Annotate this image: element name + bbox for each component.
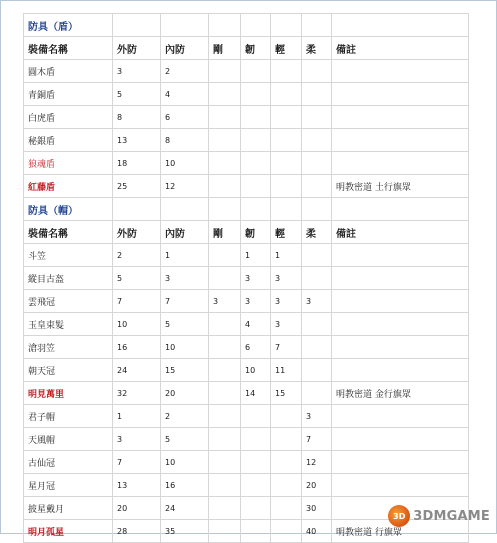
stat-cell: 28 bbox=[113, 520, 161, 543]
table-row bbox=[24, 83, 469, 106]
stat-cell bbox=[271, 152, 302, 175]
column-header: 韌 bbox=[241, 37, 271, 60]
stat-cell bbox=[302, 267, 332, 290]
note-cell bbox=[332, 152, 469, 175]
column-header: 剛 bbox=[209, 221, 241, 244]
table-row bbox=[24, 382, 469, 405]
stat-cell: 40 bbox=[302, 520, 332, 543]
empty-cell bbox=[209, 198, 241, 221]
stat-cell: 18 bbox=[113, 152, 161, 175]
stat-cell bbox=[241, 83, 271, 106]
item-name: 星月冠 bbox=[24, 474, 113, 497]
note-cell bbox=[332, 244, 469, 267]
stat-cell bbox=[209, 405, 241, 428]
column-header: 外防 bbox=[113, 221, 161, 244]
table-row bbox=[24, 60, 469, 83]
note-cell bbox=[332, 267, 469, 290]
stat-cell bbox=[241, 175, 271, 198]
table-row bbox=[24, 474, 469, 497]
stat-cell: 3 bbox=[271, 290, 302, 313]
stat-cell: 6 bbox=[241, 336, 271, 359]
stat-cell: 13 bbox=[113, 474, 161, 497]
stat-cell: 10 bbox=[241, 359, 271, 382]
stat-cell bbox=[209, 313, 241, 336]
table-row bbox=[24, 175, 469, 198]
stat-cell: 20 bbox=[161, 382, 209, 405]
column-header: 剛 bbox=[209, 37, 241, 60]
column-header: 內防 bbox=[161, 221, 209, 244]
column-header: 輕 bbox=[271, 221, 302, 244]
column-header: 柔 bbox=[302, 221, 332, 244]
stat-cell bbox=[209, 83, 241, 106]
stat-cell: 3 bbox=[209, 290, 241, 313]
note-cell bbox=[332, 83, 469, 106]
stat-cell: 11 bbox=[271, 359, 302, 382]
stat-cell: 4 bbox=[161, 83, 209, 106]
stat-cell bbox=[209, 106, 241, 129]
stat-cell: 3 bbox=[161, 267, 209, 290]
stat-cell bbox=[209, 244, 241, 267]
item-name: 白虎盾 bbox=[24, 106, 113, 129]
empty-cell bbox=[271, 198, 302, 221]
column-header: 備註 bbox=[332, 221, 469, 244]
stat-cell bbox=[241, 129, 271, 152]
note-cell bbox=[332, 474, 469, 497]
stat-cell bbox=[302, 152, 332, 175]
stat-cell: 35 bbox=[161, 520, 209, 543]
stat-cell bbox=[209, 152, 241, 175]
header-row bbox=[24, 37, 469, 60]
stat-cell: 4 bbox=[241, 313, 271, 336]
header-row bbox=[24, 221, 469, 244]
item-name: 明見萬里 bbox=[24, 382, 113, 405]
item-name: 青銅盾 bbox=[24, 83, 113, 106]
stat-cell bbox=[271, 520, 302, 543]
table-row bbox=[24, 336, 469, 359]
stat-cell bbox=[209, 129, 241, 152]
stat-cell: 5 bbox=[113, 267, 161, 290]
stat-cell bbox=[209, 497, 241, 520]
empty-cell bbox=[241, 198, 271, 221]
note-cell bbox=[332, 451, 469, 474]
stat-cell: 10 bbox=[113, 313, 161, 336]
stat-cell bbox=[302, 175, 332, 198]
empty-cell bbox=[161, 14, 209, 37]
stat-cell: 3 bbox=[113, 60, 161, 83]
stat-cell: 7 bbox=[113, 290, 161, 313]
stat-cell: 16 bbox=[161, 474, 209, 497]
stat-cell bbox=[209, 428, 241, 451]
stat-cell: 3 bbox=[241, 267, 271, 290]
stat-cell bbox=[241, 106, 271, 129]
stat-cell bbox=[271, 474, 302, 497]
empty-cell bbox=[302, 14, 332, 37]
column-header: 內防 bbox=[161, 37, 209, 60]
stat-cell: 3 bbox=[271, 313, 302, 336]
stat-cell bbox=[302, 106, 332, 129]
item-name: 君子帽 bbox=[24, 405, 113, 428]
stat-cell bbox=[271, 428, 302, 451]
item-name: 披星戴月 bbox=[24, 497, 113, 520]
empty-cell bbox=[209, 14, 241, 37]
table-row bbox=[24, 152, 469, 175]
stat-cell: 10 bbox=[161, 336, 209, 359]
item-name: 狼魂盾 bbox=[24, 152, 113, 175]
table-row bbox=[24, 290, 469, 313]
stat-cell: 20 bbox=[113, 497, 161, 520]
section-title-row bbox=[24, 198, 469, 221]
table-row bbox=[24, 129, 469, 152]
note-cell bbox=[332, 313, 469, 336]
stat-cell bbox=[209, 520, 241, 543]
item-name: 古仙冠 bbox=[24, 451, 113, 474]
stat-cell bbox=[271, 497, 302, 520]
item-name: 天風帽 bbox=[24, 428, 113, 451]
empty-cell bbox=[161, 198, 209, 221]
section-title: 防具（帽） bbox=[24, 198, 113, 221]
stat-cell: 24 bbox=[161, 497, 209, 520]
table-row bbox=[24, 106, 469, 129]
item-name: 圓木盾 bbox=[24, 60, 113, 83]
column-header: 備註 bbox=[332, 37, 469, 60]
table-row bbox=[24, 359, 469, 382]
stat-cell: 10 bbox=[161, 152, 209, 175]
empty-cell bbox=[332, 198, 469, 221]
stat-cell bbox=[209, 336, 241, 359]
3dm-logo-icon: 3D bbox=[388, 505, 410, 527]
stat-cell bbox=[241, 405, 271, 428]
stat-cell: 15 bbox=[161, 359, 209, 382]
stat-cell: 2 bbox=[113, 244, 161, 267]
section-title: 防具（盾） bbox=[24, 14, 113, 37]
stat-cell bbox=[271, 129, 302, 152]
item-name: 明月孤星 bbox=[24, 520, 113, 543]
stat-cell bbox=[302, 83, 332, 106]
stat-cell bbox=[302, 336, 332, 359]
table-row bbox=[24, 267, 469, 290]
table-row bbox=[24, 405, 469, 428]
stat-cell bbox=[209, 60, 241, 83]
stat-cell: 3 bbox=[302, 405, 332, 428]
stat-cell: 12 bbox=[302, 451, 332, 474]
stat-cell bbox=[271, 106, 302, 129]
stat-cell bbox=[271, 451, 302, 474]
watermark bbox=[388, 505, 490, 527]
table-row bbox=[24, 244, 469, 267]
stat-cell bbox=[241, 60, 271, 83]
stat-cell: 15 bbox=[271, 382, 302, 405]
empty-cell bbox=[302, 198, 332, 221]
column-header: 外防 bbox=[113, 37, 161, 60]
note-cell bbox=[332, 129, 469, 152]
stat-cell bbox=[271, 83, 302, 106]
stat-cell: 2 bbox=[161, 60, 209, 83]
item-name: 玉皇束髮 bbox=[24, 313, 113, 336]
stat-cell bbox=[302, 244, 332, 267]
note-cell bbox=[332, 290, 469, 313]
item-name: 縱目古盔 bbox=[24, 267, 113, 290]
stat-cell: 10 bbox=[161, 451, 209, 474]
stat-cell: 30 bbox=[302, 497, 332, 520]
stat-cell bbox=[209, 359, 241, 382]
stat-cell: 1 bbox=[241, 244, 271, 267]
note-cell bbox=[332, 428, 469, 451]
stat-cell: 7 bbox=[161, 290, 209, 313]
stat-cell bbox=[241, 428, 271, 451]
stat-cell bbox=[209, 451, 241, 474]
stat-cell bbox=[209, 175, 241, 198]
note-cell bbox=[332, 60, 469, 83]
empty-cell bbox=[271, 14, 302, 37]
stat-cell bbox=[271, 60, 302, 83]
stat-cell bbox=[271, 405, 302, 428]
stat-cell: 24 bbox=[113, 359, 161, 382]
note-cell bbox=[332, 405, 469, 428]
equipment-table bbox=[23, 13, 469, 543]
column-header: 裝備名稱 bbox=[24, 37, 113, 60]
item-name: 朝天冠 bbox=[24, 359, 113, 382]
stat-cell bbox=[302, 60, 332, 83]
stat-cell bbox=[302, 129, 332, 152]
empty-cell bbox=[113, 198, 161, 221]
stat-cell: 1 bbox=[113, 405, 161, 428]
table-row bbox=[24, 428, 469, 451]
stat-cell: 32 bbox=[113, 382, 161, 405]
note-cell: 明教密道 金行旗眾 bbox=[332, 382, 469, 405]
column-header: 韌 bbox=[241, 221, 271, 244]
stat-cell: 2 bbox=[161, 405, 209, 428]
empty-cell bbox=[241, 14, 271, 37]
stat-cell: 1 bbox=[161, 244, 209, 267]
item-name: 雲飛冠 bbox=[24, 290, 113, 313]
stat-cell: 3 bbox=[241, 290, 271, 313]
note-cell bbox=[332, 359, 469, 382]
stat-cell bbox=[209, 267, 241, 290]
stat-cell: 3 bbox=[302, 290, 332, 313]
stat-cell: 12 bbox=[161, 175, 209, 198]
note-cell bbox=[332, 106, 469, 129]
empty-cell bbox=[113, 14, 161, 37]
stat-cell: 13 bbox=[113, 129, 161, 152]
table-row bbox=[24, 313, 469, 336]
stat-cell: 25 bbox=[113, 175, 161, 198]
column-header: 柔 bbox=[302, 37, 332, 60]
stat-cell: 7 bbox=[113, 451, 161, 474]
stat-cell: 20 bbox=[302, 474, 332, 497]
section-title-row bbox=[24, 14, 469, 37]
stat-cell: 3 bbox=[271, 267, 302, 290]
empty-cell bbox=[332, 14, 469, 37]
table-row bbox=[24, 451, 469, 474]
stat-cell: 6 bbox=[161, 106, 209, 129]
stat-cell bbox=[302, 382, 332, 405]
stat-cell bbox=[241, 520, 271, 543]
stat-cell bbox=[241, 474, 271, 497]
stat-cell bbox=[302, 359, 332, 382]
stat-cell: 7 bbox=[302, 428, 332, 451]
note-cell: 明教密道 土行旗眾 bbox=[332, 175, 469, 198]
stat-cell: 16 bbox=[113, 336, 161, 359]
stat-cell bbox=[241, 451, 271, 474]
column-header: 裝備名稱 bbox=[24, 221, 113, 244]
stat-cell: 5 bbox=[161, 428, 209, 451]
column-header: 輕 bbox=[271, 37, 302, 60]
stat-cell bbox=[241, 497, 271, 520]
item-name: 秘銀盾 bbox=[24, 129, 113, 152]
stat-cell bbox=[271, 175, 302, 198]
stat-cell bbox=[209, 474, 241, 497]
stat-cell: 1 bbox=[271, 244, 302, 267]
item-name: 滄羽笠 bbox=[24, 336, 113, 359]
stat-cell: 14 bbox=[241, 382, 271, 405]
item-name: 斗笠 bbox=[24, 244, 113, 267]
stat-cell: 5 bbox=[113, 83, 161, 106]
stat-cell bbox=[241, 152, 271, 175]
stat-cell: 3 bbox=[113, 428, 161, 451]
watermark-text: 3DMGAME bbox=[413, 508, 490, 524]
item-name: 紅藤盾 bbox=[24, 175, 113, 198]
stat-cell bbox=[302, 313, 332, 336]
stat-cell bbox=[209, 382, 241, 405]
note-cell: 明教密道 行旗眾 bbox=[332, 520, 469, 543]
stat-cell: 7 bbox=[271, 336, 302, 359]
stat-cell: 8 bbox=[113, 106, 161, 129]
note-cell bbox=[332, 336, 469, 359]
stat-cell: 5 bbox=[161, 313, 209, 336]
stat-cell: 8 bbox=[161, 129, 209, 152]
